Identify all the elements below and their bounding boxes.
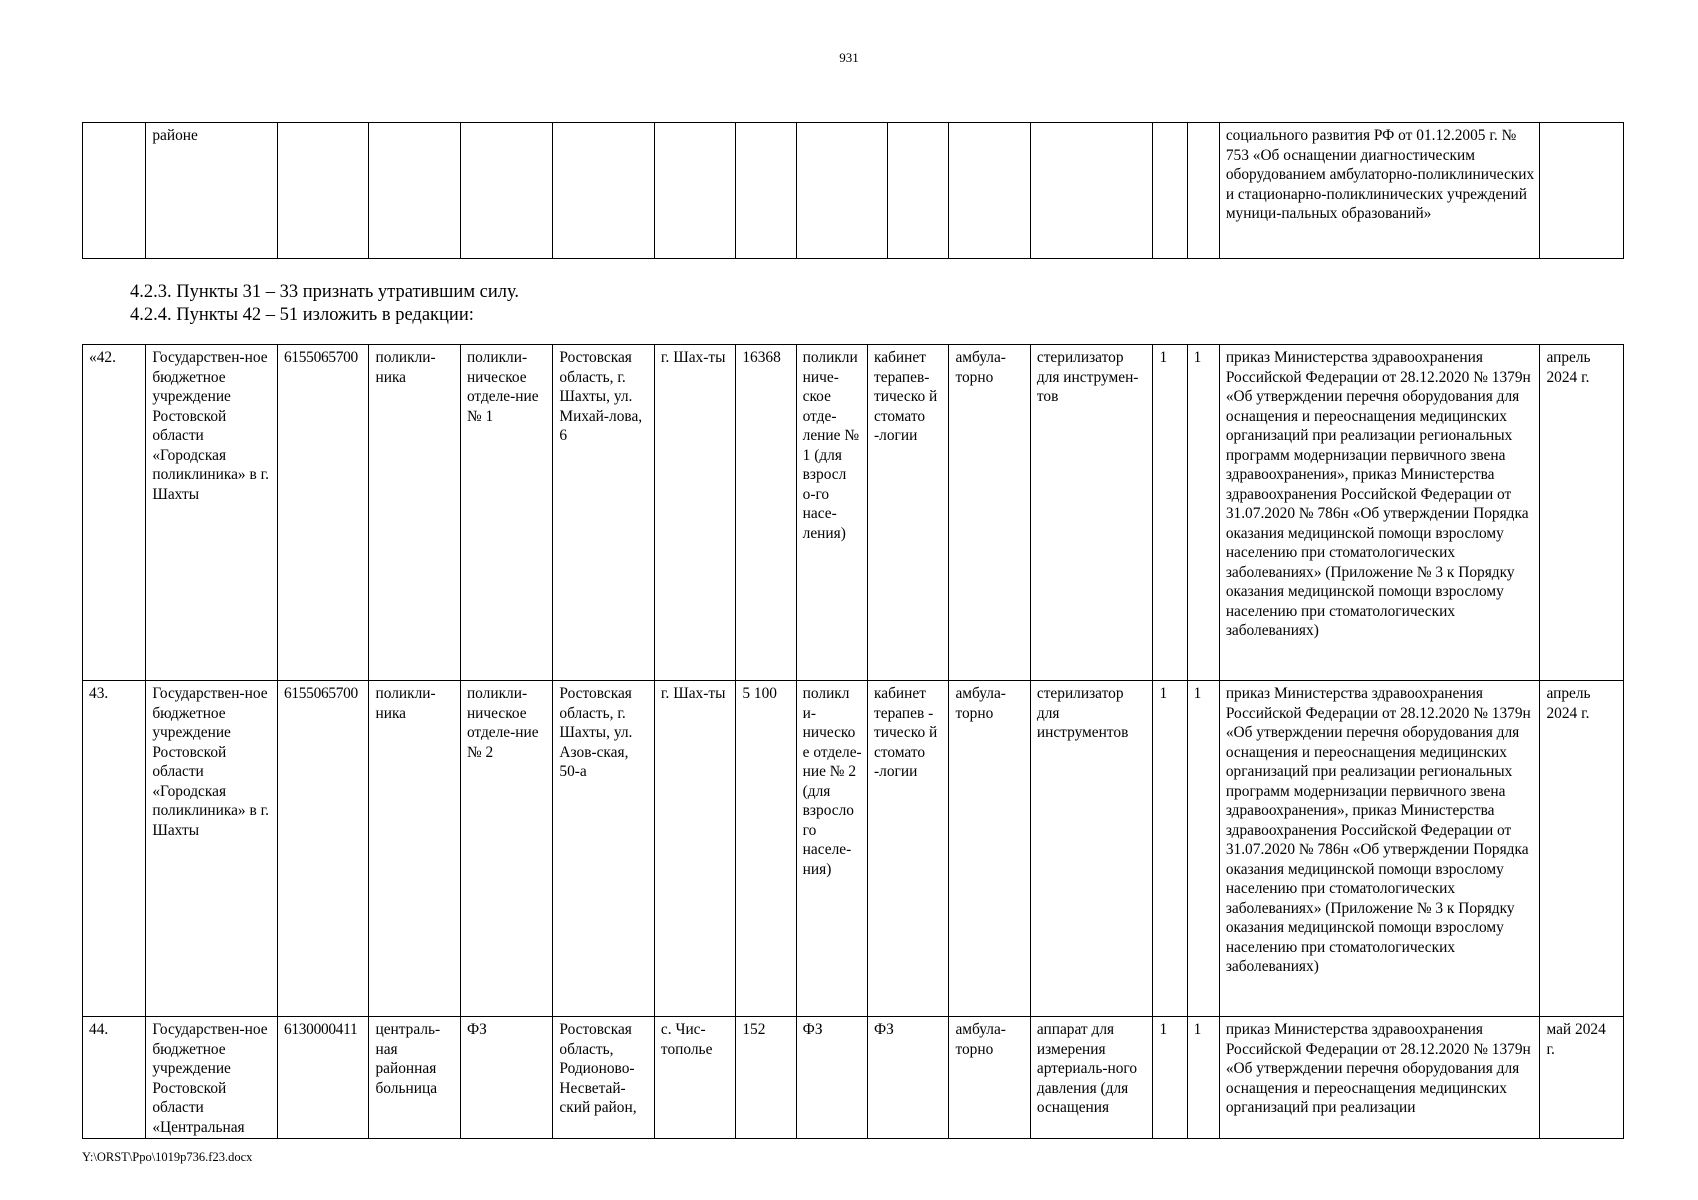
cell-locality: с. Чис-тополье: [654, 1017, 735, 1139]
table-row: [83, 681, 1624, 1017]
cell-equipment: стерилизатор для инструмен-тов: [1030, 345, 1153, 681]
continuation-table: [82, 122, 1624, 259]
cell-type: централь-ная районная больница: [369, 1017, 460, 1139]
cell-subdivision: поликлиниче-ское отде-ление № 1 (для взросл о-го насе-ления): [796, 345, 867, 681]
cell-org: Государствен-ное бюджетное учреждение Ростовской области «Городская поликлиника» в г. Шахты: [146, 681, 278, 1017]
cell-qty1: 1: [1153, 1017, 1187, 1139]
cell-basis: социального развития РФ от 01.12.2005 г. № 753 «Об оснащении диагностическим оборудованием амбулаторно-поликлинических и стационарно-поликлинических учреждений муници-пальных образований»: [1219, 123, 1540, 259]
cell-date: апрель 2024 г.: [1540, 345, 1624, 681]
cell-type: поликли-ника: [369, 345, 460, 681]
cell-locality: г. Шах-ты: [654, 681, 735, 1017]
cell-qty2: 1: [1187, 1017, 1219, 1139]
cell-date: апрель 2024 г.: [1540, 681, 1624, 1017]
cell-population: 152: [736, 1017, 796, 1139]
page-number: 931: [839, 50, 859, 65]
cell-type: поликли-ника: [369, 681, 460, 1017]
cell-code: 6155065700: [278, 345, 369, 681]
cell-num: [83, 123, 146, 259]
cell-num: 43.: [83, 681, 146, 1017]
cell-qty2: 1: [1187, 345, 1219, 681]
cell-code: 6155065700: [278, 681, 369, 1017]
cell-basis: приказ Министерства здравоохранения Российской Федерации от 28.12.2020 № 1379н «Об утверждении перечня оборудования для оснащения и переоснащения медицинских организаций при реализации региональных программ модернизации первичного звена здравоохранения», приказ Министерства здравоохранения Российской Федерации от 31.07.2020 № 786н «Об утверждении Порядка оказания медицинской помощи взрослому населению при стоматологических заболеваниях» (Приложение № 3 к Порядку оказания медицинской помощи взрослому населению при стоматологических заболеваниях): [1219, 681, 1540, 1017]
cell-population: 16368: [736, 345, 796, 681]
cell-address: Ростовская область, Родионово-Несветай-ский район,: [553, 1017, 655, 1139]
cell-population: 5 100: [736, 681, 796, 1017]
cell-address: Ростовская область, г. Шахты, ул. Азов-ская, 50-а: [553, 681, 655, 1017]
cell-subdivision: ФЗ: [796, 1017, 867, 1139]
cell-num: 44.: [83, 1017, 146, 1139]
cell-mode: амбула-торно: [949, 681, 1030, 1017]
cell-unit: поликли-ническое отделе-ние № 1: [460, 345, 552, 681]
table-row: [83, 1017, 1624, 1139]
cell-num: «42.: [83, 345, 146, 681]
cell-room: кабинет терапев-тическо й стомато -логии: [868, 345, 949, 681]
paragraph-4-2-4: 4.2.4. Пункты 42 – 51 изложить в редакции:: [130, 305, 474, 325]
equipment-table: [82, 344, 1624, 1139]
cell-mode: амбула-торно: [949, 345, 1030, 681]
cell-qty1: 1: [1153, 345, 1187, 681]
file-path-footer: Y:\ORST\Ppo\1019p736.f23.docx: [82, 1150, 253, 1164]
cell-basis: приказ Министерства здравоохранения Российской Федерации от 28.12.2020 № 1379н «Об утверждении перечня оборудования для оснащения и переоснащения медицинских организаций при реализации региональных программ модернизации первичного звена здравоохранения», приказ Министерства здравоохранения Российской Федерации от 31.07.2020 № 786н «Об утверждении Порядка оказания медицинской помощи взрослому населению при стоматологических заболеваниях» (Приложение № 3 к Порядку оказания медицинской помощи взрослому населению при стоматологических заболеваниях): [1219, 345, 1540, 681]
cell-unit: поликли-ническое отделе-ние № 2: [460, 681, 552, 1017]
cell-code: 6130000411: [278, 1017, 369, 1139]
cell-date: [1540, 123, 1624, 259]
cell-address: Ростовская область, г. Шахты, ул. Михай-лова, 6: [553, 345, 655, 681]
cell-org: Государствен-ное бюджетное учреждение Ростовской области «Центральная: [146, 1017, 278, 1139]
cell-qty1: 1: [1153, 681, 1187, 1017]
cell-room: кабинет терапев - тическо й стомато -логии: [868, 681, 949, 1017]
cell-mode: амбула-торно: [949, 1017, 1030, 1139]
cell-date: май 2024 г.: [1540, 1017, 1624, 1139]
cell-subdivision: поликл и-ническо е отделе-ние № 2 (для взросло го населе-ния): [796, 681, 867, 1017]
cell-basis: приказ Министерства здравоохранения Российской Федерации от 28.12.2020 № 1379н «Об утверждении перечня оборудования для оснащения и переоснащения медицинских организаций при реализации: [1219, 1017, 1540, 1139]
paragraph-4-2-3: 4.2.3. Пункты 31 – 33 признать утратившим силу.: [130, 282, 520, 302]
cell-equipment: стерилизатор для инструментов: [1030, 681, 1153, 1017]
cell-room: ФЗ: [868, 1017, 949, 1139]
table-row: [83, 123, 1624, 259]
cell-equipment: аппарат для измерения артериаль-ного давления (для оснащения: [1030, 1017, 1153, 1139]
table-row: [83, 345, 1624, 681]
cell-locality: г. Шах-ты: [654, 345, 735, 681]
cell-org: Государствен-ное бюджетное учреждение Ростовской области «Городская поликлиника» в г. Шахты: [146, 345, 278, 681]
cell-unit: ФЗ: [460, 1017, 552, 1139]
cell-org: районе: [146, 123, 278, 259]
cell-qty2: 1: [1187, 681, 1219, 1017]
